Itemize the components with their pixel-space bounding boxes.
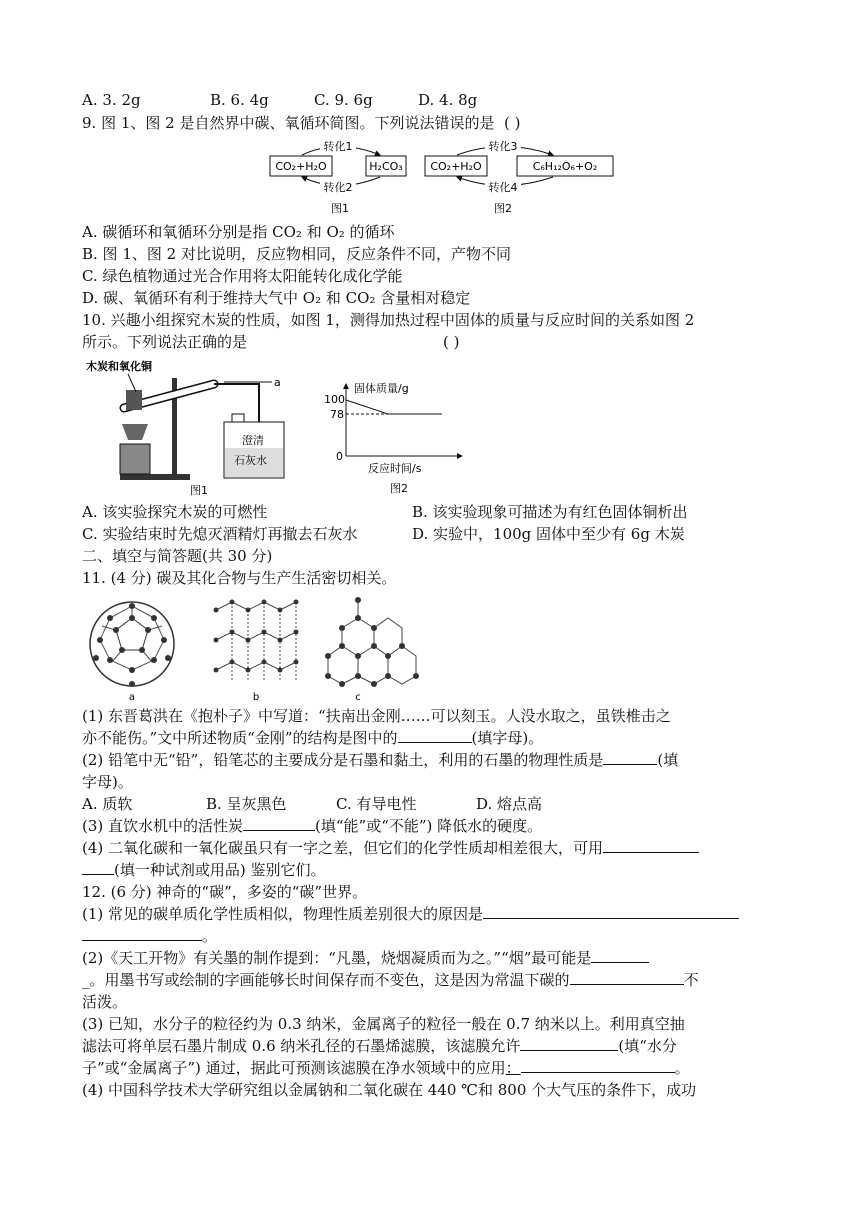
fig1-right-text: H₂CO₃ <box>369 160 403 173</box>
q11-p3-text-end: (填“能”或“不能”) 降低水的硬度。 <box>315 817 543 835</box>
tick-0: 0 <box>336 450 343 463</box>
mass-curve <box>346 400 442 414</box>
q10-stem-text: 所示。下列说法正确的是 <box>82 333 248 351</box>
label-limewater-2: 石灰水 <box>234 454 267 467</box>
q12-p2-line1 <box>82 948 649 968</box>
structure-b-graphite <box>214 600 299 704</box>
q8-options <box>82 90 477 110</box>
q12-p3-text-3: 子”或“金属离子”) 通过，据此可预测该滤膜在净水领域中的应用 <box>82 1059 506 1077</box>
q11-p4-line2 <box>82 860 325 880</box>
label-a: a <box>274 376 281 389</box>
q11-p2-options <box>82 794 542 814</box>
q11-p2-line2: 字母)。 <box>82 773 133 791</box>
q12-p1-text: (1) 常见的碳单质化学性质相似，物理性质差别很大的原因是 <box>82 905 484 923</box>
fig2-caption-q10: 图2 <box>390 482 408 495</box>
q10-mass-time-graph <box>322 380 472 500</box>
q11-p2-option-b: B. 呈灰黑色 <box>206 795 287 813</box>
label-a: a <box>128 692 136 703</box>
q8-option-b: B. 6. 4g <box>210 91 269 109</box>
q12-stem: 12. (6 分) 神奇的“碳”，多姿的“碳”世界。 <box>82 883 368 901</box>
q9-option-b: B. 图 1、图 2 对比说明，反应物相同，反应条件不同，产物不同 <box>82 245 511 263</box>
q8-option-c: C. 9. 6g <box>314 91 373 109</box>
q12-p3-line1: (3) 已知，水分子的粒径约为 0.3 纳米，金属离子的粒径一般在 0.7 纳米以上。利用真空抽 <box>82 1015 685 1033</box>
q12-p2-blank2[interactable] <box>570 970 684 985</box>
q12-p1-line1 <box>82 904 739 924</box>
reagent-mixture <box>126 390 142 410</box>
q9-stem <box>82 113 521 133</box>
q11-p4-blank[interactable] <box>603 838 699 853</box>
structure-c-diamond <box>325 597 419 703</box>
q12-p1-blank-cont[interactable] <box>82 926 202 941</box>
fig2-top-label: 转化3 <box>488 140 518 153</box>
q10-options-row2 <box>82 524 685 544</box>
reagent-label: 木炭和氧化铜 <box>86 360 152 373</box>
q12-p4-line1: (4) 中国科学技术大学研究组以金属钠和二氧化碳在 440 ℃和 800 个大气压的条件下，成功 <box>82 1081 697 1099</box>
q11-p2-blank[interactable] <box>603 750 657 765</box>
q10-option-a: A. 该实验探究木炭的可燃性 <box>82 503 268 521</box>
q11-p2-option-c: C. 有导电性 <box>336 795 417 813</box>
q9-stem-text: 9. 图 1、图 2 是自然界中碳、氧循环简图。下列说法错误的是 <box>82 114 495 132</box>
q9-option-c: C. 绿色植物通过光合作用将太阳能转化成化学能 <box>82 267 403 285</box>
q12-p1-blank[interactable] <box>483 904 739 919</box>
fig1-caption-q10: 图1 <box>190 484 208 497</box>
q12-p2-text: (2)《天工开物》有关墨的制作提到：“凡墨，烧烟凝质而为之。”“烟”最可能是 <box>82 949 592 967</box>
q11-p2-text: (2) 铅笔中无“铅”，铅笔芯的主要成分是石墨和黏土，利用的石墨的物理性质是 <box>82 751 604 769</box>
q11-p1-line2 <box>82 728 543 748</box>
q9-option-d: D. 碳、氧循环有利于维持大气中 O₂ 和 CO₂ 含量相对稳定 <box>82 289 471 307</box>
q8-option-d: D. 4. 8g <box>418 91 478 109</box>
q10-option-b: B. 该实验现象可描述为有红色固体铜析出 <box>412 503 688 521</box>
fig2-caption: 图2 <box>494 202 512 215</box>
fig1-caption: 图1 <box>331 202 349 215</box>
fig2-right-text: C₆H₁₂O₆+O₂ <box>532 160 598 173</box>
q12-p3-text-end: 。 <box>674 1059 690 1077</box>
burner-flame <box>122 424 148 440</box>
q11-p1-line1: (1) 东晋葛洪在《抱朴子》中写道：“扶南出金刚……可以刻玉。人没水取之，虽铁椎击之 <box>82 707 671 725</box>
q9-option-a: A. 碳循环和氧循环分别是指 CO₂ 和 O₂ 的循环 <box>82 223 395 241</box>
q12-p2-line2 <box>82 970 699 990</box>
q12-p3-text: 滤法可将单层石墨片制成 0.6 纳米孔径的石墨烯滤膜，该滤膜允许 <box>82 1037 521 1055</box>
q12-p1-text-end: 。 <box>202 927 218 945</box>
q10-stem-line1: 10. 兴趣小组探究木炭的性质，如图 1，测得加热过程中固体的质量与反应时间的关系如图 2 <box>82 311 695 329</box>
fig1-diagram <box>270 139 406 215</box>
fig2-left-text: CO₂+H₂O <box>430 160 482 173</box>
q11-p1-text-end: (填字母)。 <box>471 729 544 747</box>
structure-a-c60 <box>90 602 174 703</box>
q9-answer-paren: ( ) <box>504 114 521 132</box>
q11-p1-text: 亦不能伤。”文中所述物质“金刚”的结构是图中的 <box>82 729 398 747</box>
q11-stem: 11. (4 分) 碳及其化合物与生产生活密切相关。 <box>82 569 397 587</box>
alcohol-lamp <box>120 444 150 474</box>
q12-p3-blank2[interactable] <box>521 1058 675 1073</box>
tick-100: 100 <box>324 393 345 406</box>
q12-p3-line2 <box>82 1036 677 1056</box>
q10-option-d: D. 实验中，100g 固体中至少有 6g 木炭 <box>412 525 685 543</box>
y-axis-label: 固体质量/g <box>354 382 409 395</box>
q11-p2-line1 <box>82 750 678 770</box>
q11-p4-line1 <box>82 838 699 858</box>
q11-p4-text-end: (填一种试剂或用品) 鉴别它们。 <box>114 861 326 879</box>
q12-p2-text-2: _。用墨书写或绘制的字画能够长时间保存而不变色，这是因为常温下碳的 <box>82 971 570 989</box>
q11-p3-text: (3) 直饮水机中的活性炭 <box>82 817 244 835</box>
tick-78: 78 <box>330 408 344 421</box>
q11-p2-text-end: (填 <box>657 751 679 769</box>
section-heading: 二、填空与简答题(共 30 分) <box>82 547 273 565</box>
fig1-bottom-label: 转化2 <box>323 181 353 194</box>
q9-cycle-figure <box>268 138 618 218</box>
fig1-left-text: CO₂+H₂O <box>275 160 327 173</box>
q11-p3-line <box>82 816 542 836</box>
q12-p2-line3: 活泼。 <box>82 993 128 1011</box>
q12-p2-text-3: 不 <box>683 971 699 989</box>
q10-answer-paren: ( ) <box>443 333 460 351</box>
q11-p4-blank-cont[interactable] <box>82 860 114 875</box>
q10-options-row1 <box>82 502 688 522</box>
fig2-bottom-label: 转化4 <box>488 181 518 194</box>
q11-p3-blank[interactable] <box>243 816 315 831</box>
q11-carbon-structures <box>84 596 424 704</box>
fig1-top-label: 转化1 <box>323 140 353 153</box>
q10-apparatus-figure <box>84 356 314 498</box>
q10-stem-line2 <box>82 332 460 352</box>
q12-p3-line3 <box>82 1058 690 1078</box>
q10-option-c: C. 实验结束时先熄灭酒精灯再撤去石灰水 <box>82 525 358 543</box>
q12-p3-colon: ： <box>505 1059 521 1077</box>
stand-base <box>120 474 190 480</box>
q11-p2-option-a: A. 质软 <box>82 795 133 813</box>
q12-p2-blank1[interactable] <box>591 948 649 963</box>
label-limewater-1: 澄清 <box>242 434 264 447</box>
label-c: c <box>355 692 361 703</box>
label-b: b <box>252 692 260 703</box>
q12-p1-line2 <box>82 926 217 946</box>
q11-p1-blank[interactable] <box>398 728 472 743</box>
q11-p4-text: (4) 二氧化碳和一氧化碳虽只有一字之差，但它们的化学性质却相差很大，可用 <box>82 839 604 857</box>
q12-p3-text-2: (填“水分 <box>618 1037 677 1055</box>
q12-p3-blank1[interactable] <box>520 1036 618 1051</box>
x-axis-label: 反应时间/s <box>368 462 422 475</box>
q8-option-a: A. 3. 2g <box>82 91 141 109</box>
q11-p2-option-d: D. 熔点高 <box>476 795 543 813</box>
fig2-diagram <box>425 139 613 215</box>
